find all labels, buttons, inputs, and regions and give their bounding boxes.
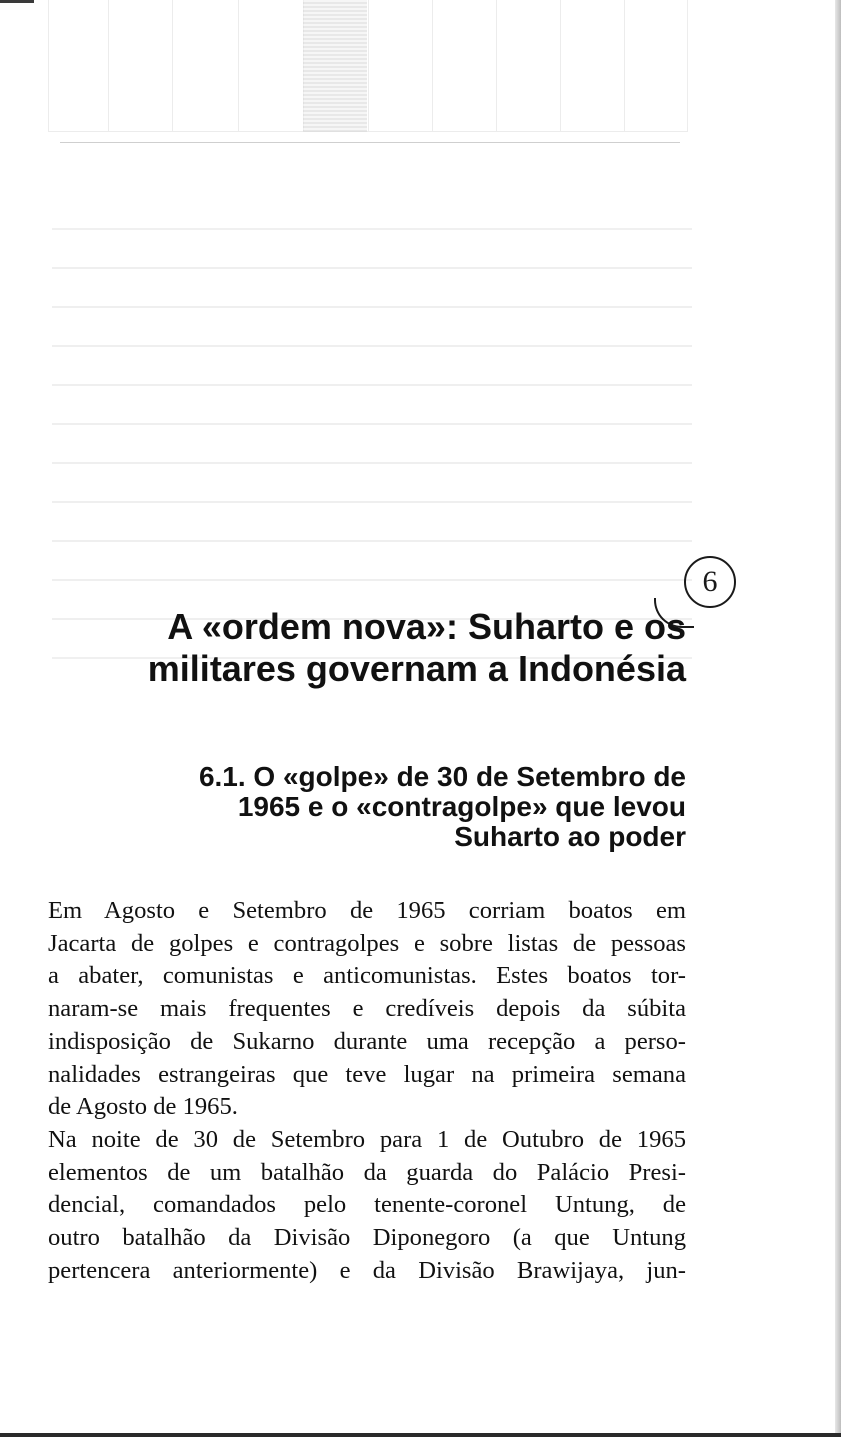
page-binding-edge (835, 0, 841, 1437)
show-through-table (48, 0, 688, 140)
section-title-line: 1965 e o «contragolpe» que levou (237, 791, 686, 822)
body-line: pertencera anteriormente) e da Divisão Brawijaya, jun- (48, 1256, 686, 1284)
body-line: elementos de um batalhão da guarda do Palácio Presi- (48, 1158, 686, 1186)
body-line: Em Agosto e Setembro de 1965 corriam boatos em (48, 897, 686, 924)
body-line: Na noite de 30 de Setembro para 1 de Outubro de 1965 (48, 1125, 686, 1153)
chapter-number: 6 (702, 565, 718, 598)
page-bottom-edge (0, 1433, 841, 1437)
body-line: a abater, comunistas e anticomunistas. Estes boatos tor- (48, 962, 686, 990)
section-title-line: Suharto ao poder (454, 821, 686, 852)
body-line: indisposição de Sukarno durante uma recepção a perso- (48, 1027, 686, 1055)
section-title-line: 6.1. O «golpe» de 30 de Setembro de (198, 761, 686, 792)
show-through-shaded-column (303, 0, 367, 132)
body-line: Jacarta de golpes e contragolpes e sobre listas de pessoas (48, 929, 686, 957)
section-title (100, 762, 686, 852)
chapter-number-badge (684, 556, 736, 608)
show-through-header-rule (60, 142, 680, 143)
body-line: dencial, comandados pelo tenente-coronel Untung, de (48, 1191, 686, 1219)
body-line: de Agosto de 1965. (48, 1093, 238, 1121)
body-text (48, 895, 686, 1287)
body-line: outro batalhão da Divisão Diponegoro (a que Untung (48, 1224, 686, 1252)
body-line: naram-se mais frequentes e credíveis depois da súbita (48, 995, 686, 1023)
body-line: nalidades estrangeiras que teve lugar na primeira semana (48, 1060, 686, 1088)
chapter-title (120, 606, 686, 690)
page-corner-mark (0, 0, 34, 3)
chapter-title-line: militares governam a Indonésia (147, 648, 686, 689)
chapter-title-line: A «ordem nova»: Suharto e os (167, 606, 686, 647)
